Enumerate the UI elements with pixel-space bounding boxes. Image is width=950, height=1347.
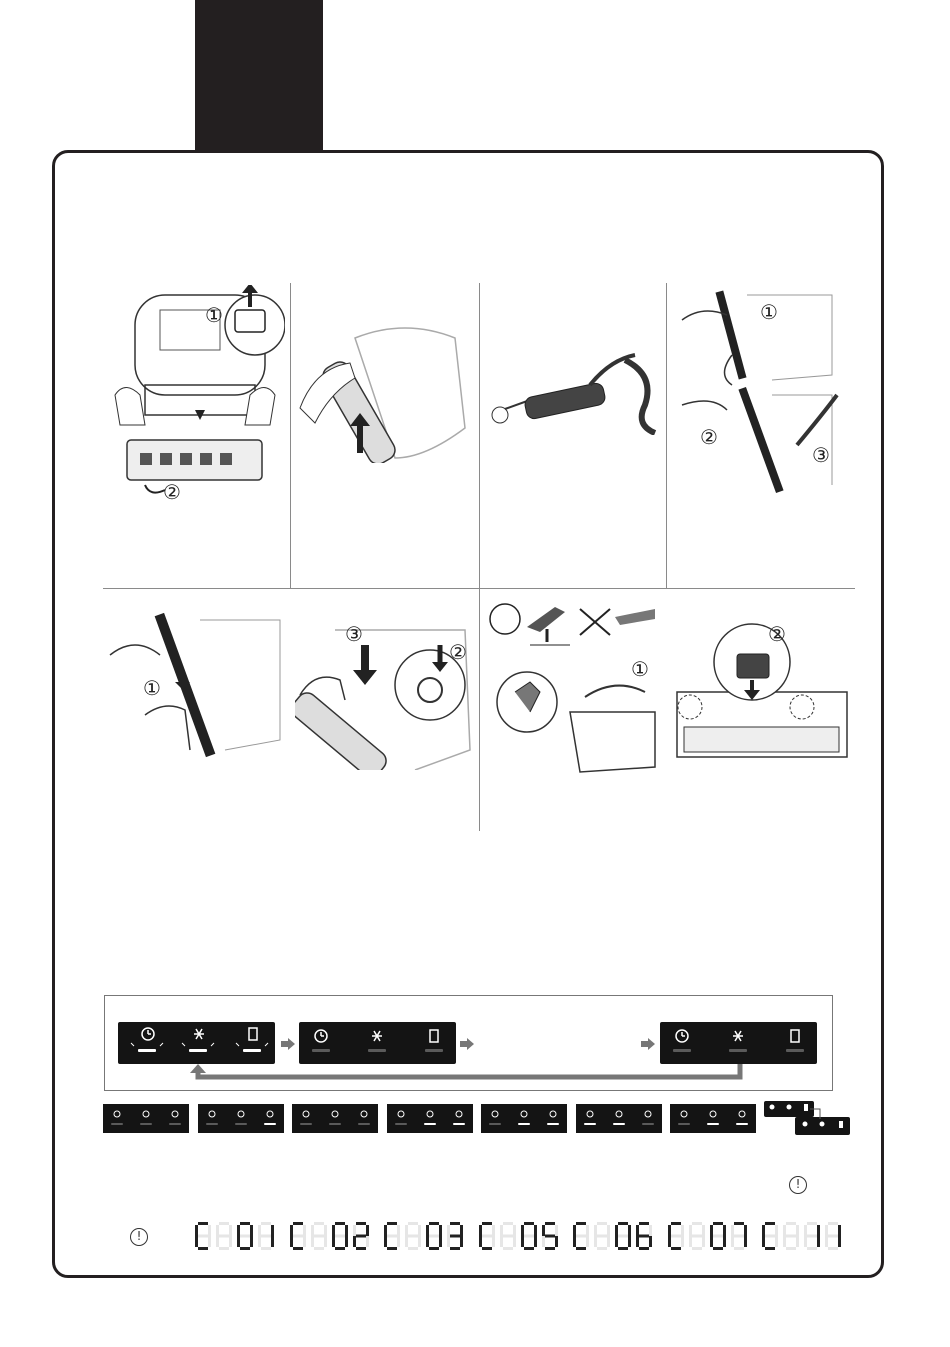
- error-code-display: [195, 1222, 275, 1252]
- step-clean-brush-illustration: [485, 345, 660, 435]
- mini-led-display: [481, 1104, 567, 1133]
- alert-icon: !: [130, 1228, 148, 1246]
- sequence-arrow: [281, 1037, 295, 1049]
- panel-divider: [666, 283, 667, 588]
- alert-icon: !: [789, 1176, 807, 1194]
- mini-led-display: [198, 1104, 284, 1133]
- step-marker-2: ②: [163, 480, 181, 504]
- step-correct-install-illustration: [485, 597, 665, 777]
- step-marker-2: ②: [449, 640, 467, 664]
- error-code-display: [384, 1222, 464, 1252]
- display-all-blinking: [118, 1022, 275, 1064]
- panel-divider: [479, 589, 480, 831]
- panel-divider: [479, 283, 480, 588]
- step-remove-cover-illustration: [105, 285, 285, 510]
- error-code-display: [573, 1222, 653, 1252]
- step-marker-1: ①: [205, 303, 223, 327]
- step-marker-1: ①: [631, 657, 649, 681]
- step-marker-3: ③: [345, 622, 363, 646]
- error-code-display: [762, 1222, 842, 1252]
- display-all-off-end: [660, 1022, 817, 1064]
- error-code-display: [668, 1222, 748, 1252]
- step-wipe-bar-illustration: [105, 610, 285, 760]
- display-all-off: [299, 1022, 456, 1064]
- step-close-cover-illustration: [672, 622, 852, 762]
- step-marker-2: ②: [768, 622, 786, 646]
- step-marker-1: ①: [760, 300, 778, 324]
- step-lift-brush-illustration: [295, 318, 475, 463]
- mini-led-display: [292, 1104, 378, 1133]
- mini-led-display: [103, 1104, 189, 1133]
- mini-led-display: [387, 1104, 473, 1133]
- step-marker-1: ①: [143, 676, 161, 700]
- step-marker-2: ②: [700, 425, 718, 449]
- loop-back-arrow: [190, 1064, 745, 1084]
- mini-led-display: [670, 1104, 756, 1133]
- panel-divider: [290, 283, 291, 588]
- step-remove-hair-illustration: [672, 285, 842, 495]
- error-code-display: [479, 1222, 559, 1252]
- mini-display-combo-a: [764, 1101, 814, 1117]
- error-code-display: [290, 1222, 370, 1252]
- step-insert-brush-illustration: [295, 620, 475, 770]
- sequence-arrow: [641, 1037, 655, 1049]
- sequence-arrow: [460, 1037, 474, 1049]
- step-marker-3: ③: [812, 443, 830, 467]
- combo-connector: [810, 1108, 828, 1120]
- mini-led-display: [576, 1104, 662, 1133]
